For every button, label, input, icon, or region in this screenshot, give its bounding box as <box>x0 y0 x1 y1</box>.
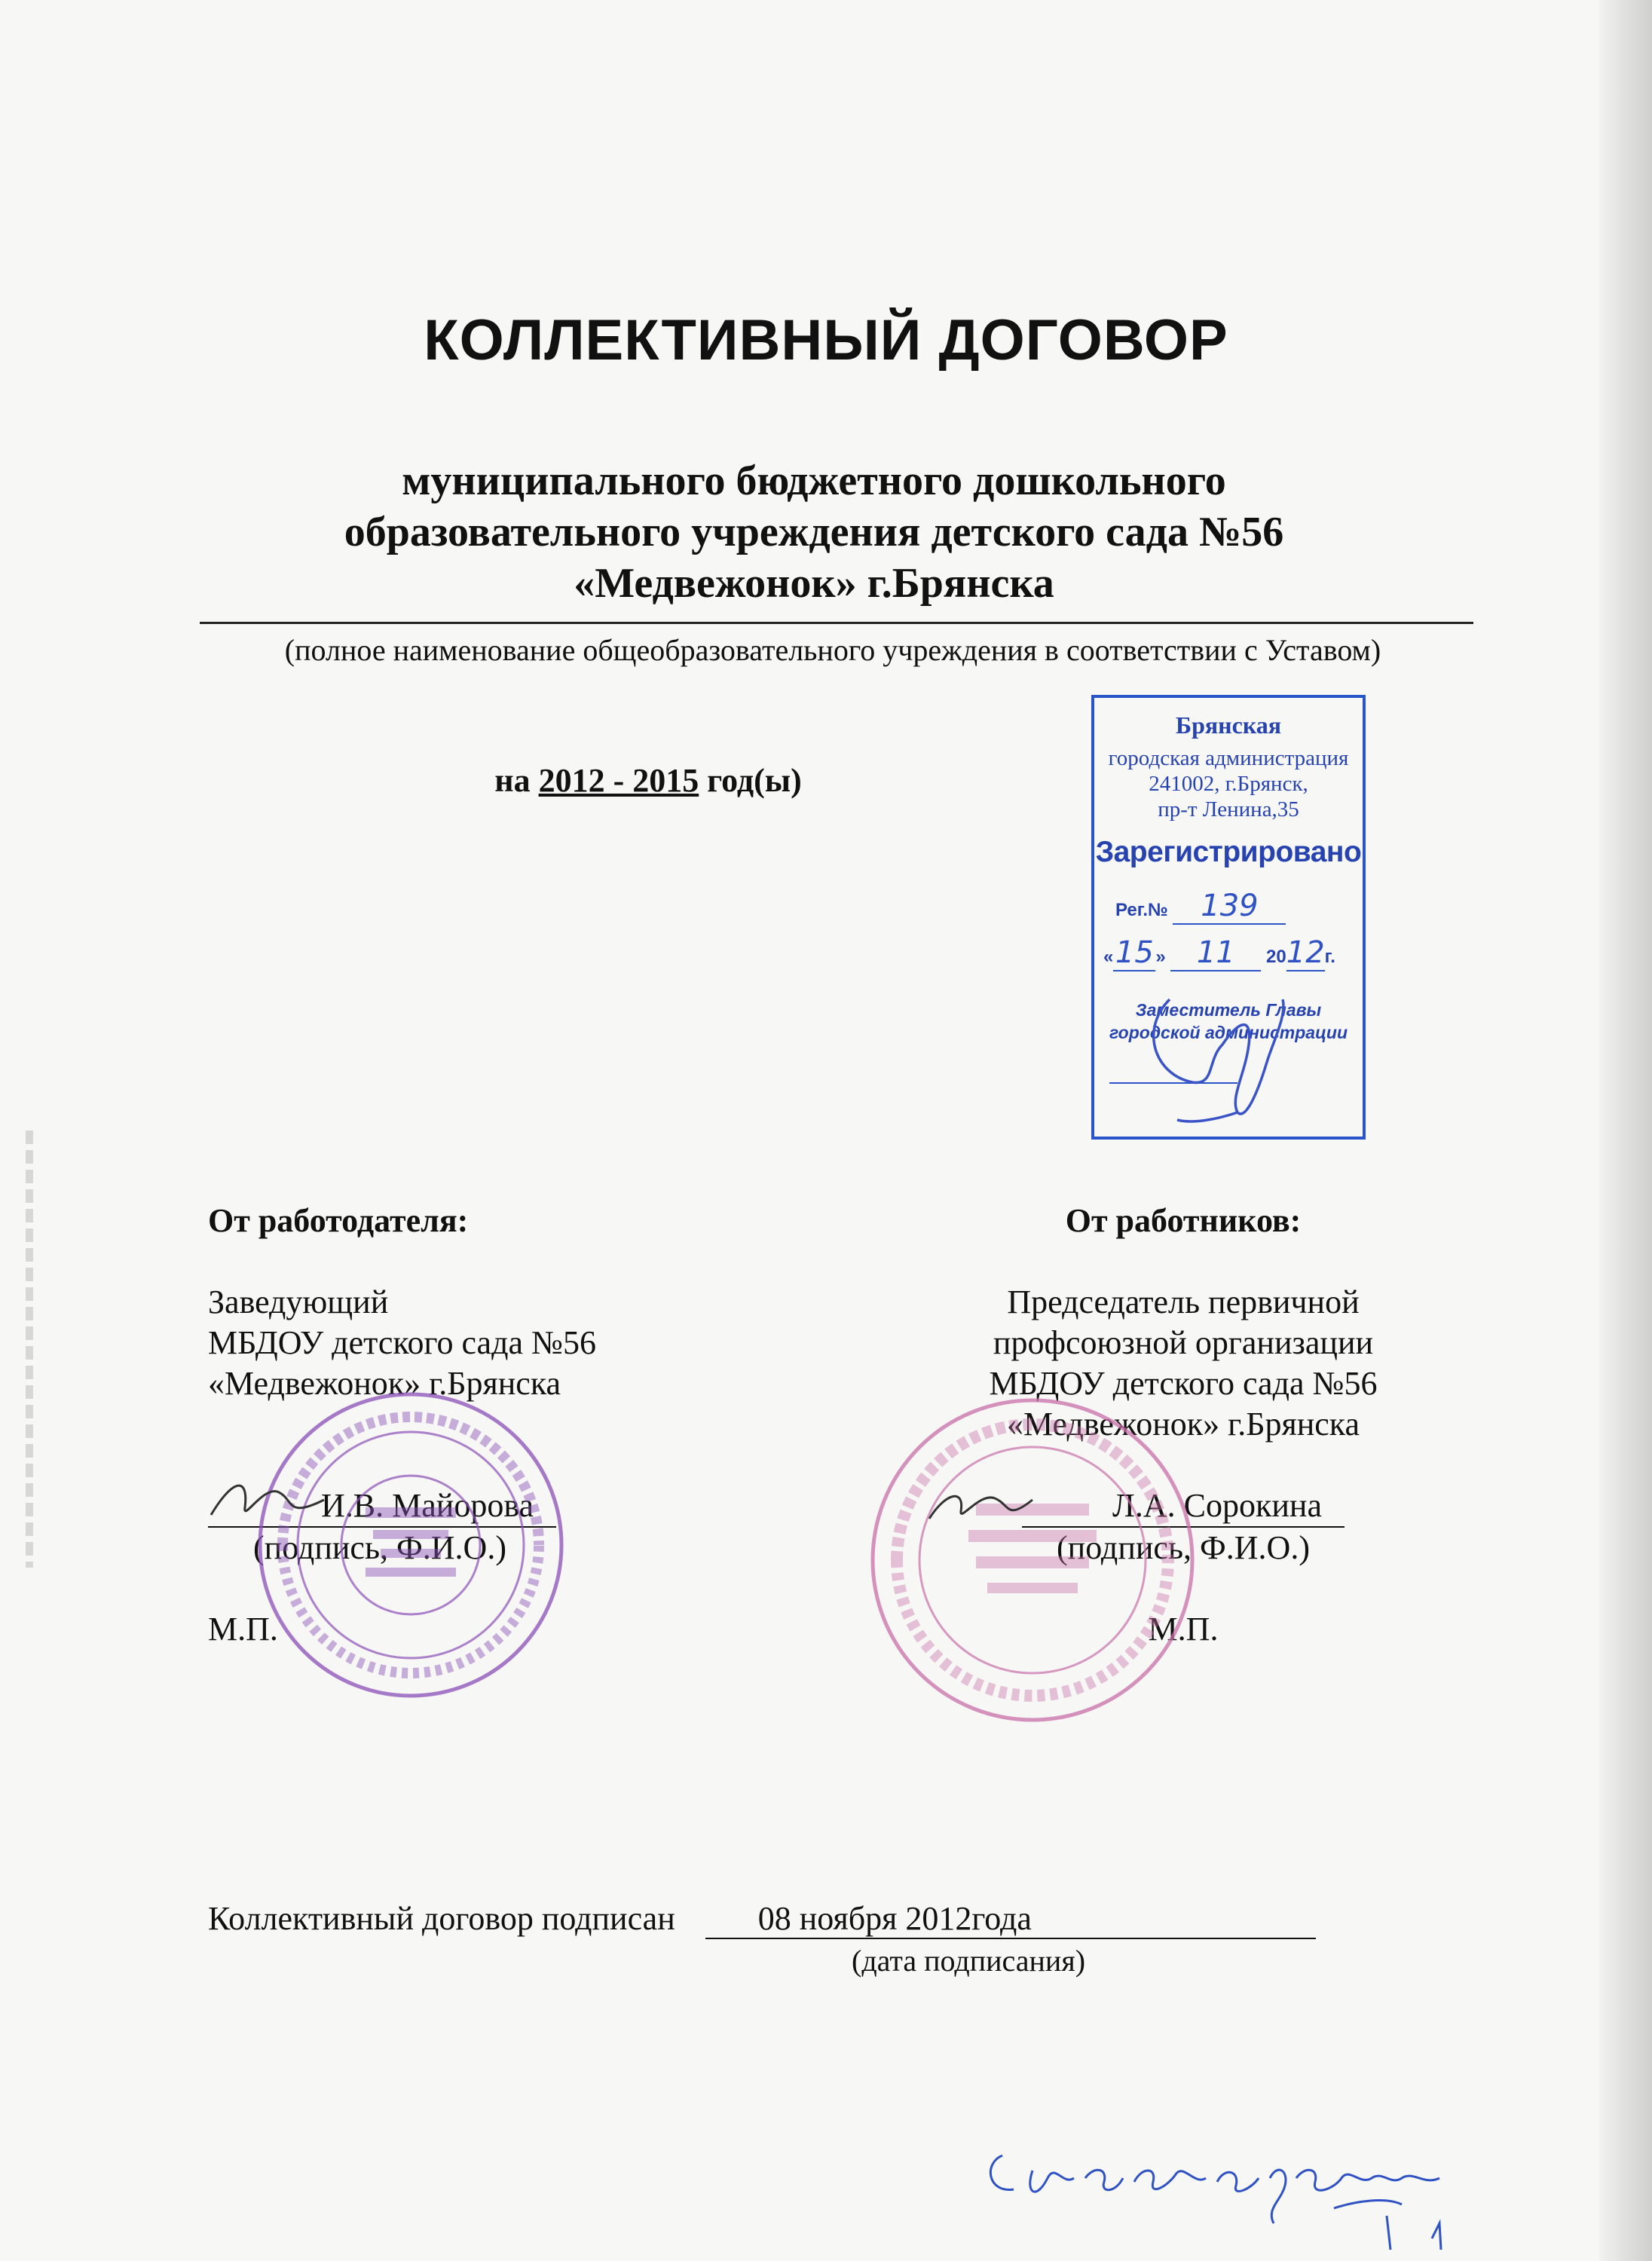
stamp-reg-row <box>1094 889 1363 925</box>
employer-seal-mark: М.П. <box>208 1611 278 1648</box>
employer-name: И.В. Майорова <box>208 1485 556 1528</box>
stamp-date-year-prefix: 20 <box>1266 947 1286 967</box>
stamp-date-day: 15 <box>1113 935 1155 971</box>
organization-line: «Медвежонок» г.Брянска <box>574 560 1054 607</box>
employees-name: Л.А. Сорокина <box>1022 1485 1345 1528</box>
stamp-address: пр-т Ленина,35 <box>1158 797 1299 821</box>
organization-line: муниципального бюджетного дошкольного <box>402 457 1226 504</box>
stamp-deputy-line: Заместитель Главы <box>1135 1000 1322 1020</box>
stamp-signature-icon <box>1124 969 1351 1135</box>
period-value: 2012 - 2015 <box>538 762 699 799</box>
stamp-city: Брянская <box>1175 711 1282 739</box>
signing-row <box>208 1899 1316 1939</box>
employees-round-seal-icon <box>863 1391 1202 1730</box>
employees-heading: От работников: <box>1065 1202 1302 1239</box>
document-title: КОЛЛЕКТИВНЫЙ ДОГОВОР <box>424 308 1228 372</box>
handwritten-note-icon <box>980 2125 1507 2253</box>
stamp-authority: городская администрация <box>1108 746 1349 770</box>
signing-date: 08 ноября 2012года <box>705 1899 1316 1939</box>
registration-stamp <box>1091 695 1366 1140</box>
employees-signature-icon <box>923 1477 1036 1530</box>
employer-signature-caption: (подпись, Ф.И.О.) <box>253 1529 506 1566</box>
employees-role-line: МБДОУ детского сада №56 <box>989 1365 1378 1402</box>
period-prefix: на <box>494 762 531 799</box>
organization-underline <box>200 622 1473 624</box>
employees-signature-caption: (подпись, Ф.И.О.) <box>1057 1529 1310 1566</box>
organization-line: образовательного учреждения детского сада №56 <box>344 509 1284 555</box>
signing-date-caption: (дата подписания) <box>852 1944 1086 1978</box>
signing-label: Коллективный договор подписан <box>208 1900 675 1937</box>
employer-role-line: Заведующий <box>208 1283 389 1320</box>
employer-role-line: МБДОУ детского сада №56 <box>208 1324 596 1361</box>
binding-stitches <box>26 1130 33 1568</box>
organization-caption: (полное наименование общеобразовательного учреждения в соответствии с Уставом) <box>284 633 1381 667</box>
stamp-reg-number: 139 <box>1173 889 1286 925</box>
employees-seal-mark: М.П. <box>1148 1611 1219 1648</box>
stamp-date-year-unit: г. <box>1324 947 1335 967</box>
employer-round-seal-icon <box>252 1387 569 1703</box>
stamp-reg-label: Рег.№ <box>1115 900 1168 920</box>
organization-name <box>196 455 1432 609</box>
employer-role-line: «Медвежонок» г.Брянска <box>208 1365 561 1402</box>
stamp-deputy-line: городской администрации <box>1109 1023 1348 1042</box>
period-suffix: год(ы) <box>707 762 802 799</box>
stamp-date-row: «15 » 11 2012г. <box>1103 935 1335 970</box>
stamp-postcode: 241002, г.Брянск, <box>1149 772 1308 796</box>
employer-heading: От работодателя: <box>208 1202 469 1239</box>
stamp-status: Зарегистрировано <box>1095 836 1362 868</box>
employees-role-line: «Медвежонок» г.Брянска <box>1006 1406 1360 1443</box>
employees-role-line: Председатель первичной <box>1007 1283 1360 1320</box>
stamp-date-year-suffix: 12 <box>1286 935 1325 970</box>
stamp-date-month: 11 <box>1170 935 1261 971</box>
employer-signature-icon <box>203 1470 332 1530</box>
employees-role-line: профсоюзной организации <box>993 1324 1374 1361</box>
